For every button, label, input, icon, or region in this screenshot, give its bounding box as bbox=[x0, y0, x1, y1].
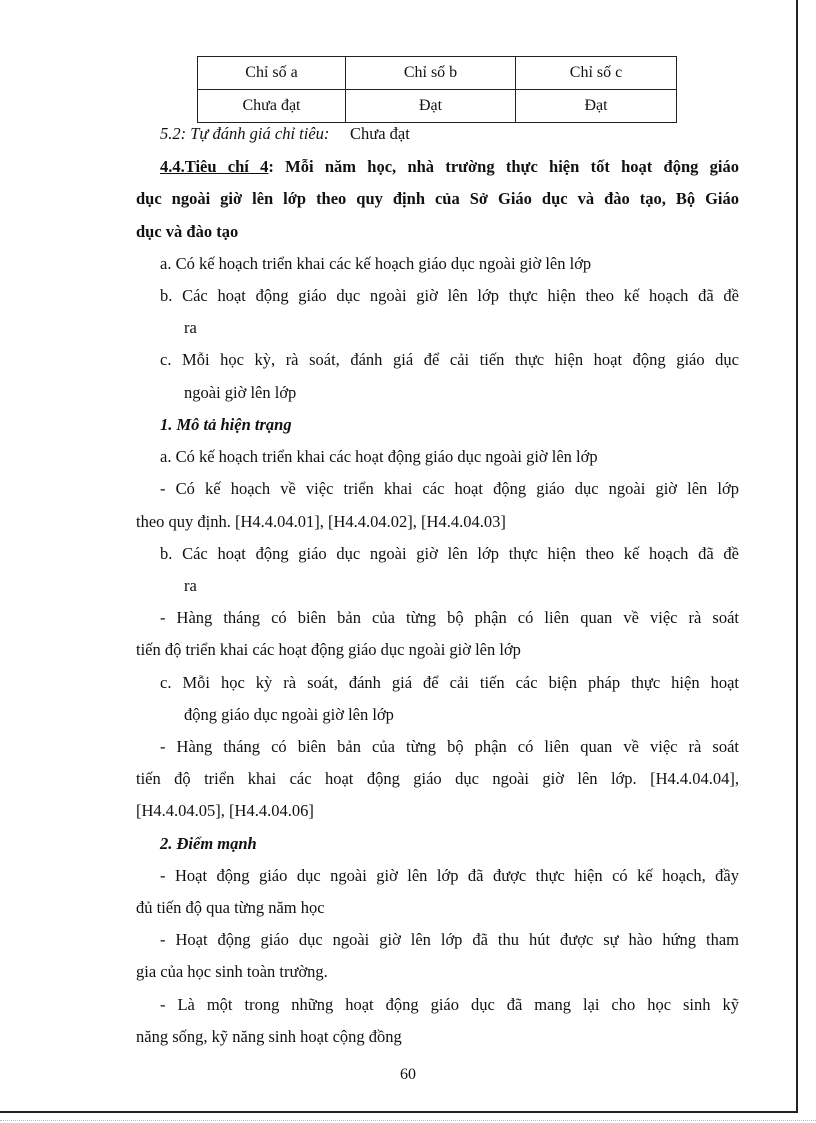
section1-item-b-line2: ra bbox=[184, 576, 197, 595]
criterion-heading bbox=[160, 157, 739, 177]
table-row bbox=[198, 90, 677, 123]
section2-p2-line2: gia của học sinh toàn trường. bbox=[136, 962, 328, 981]
criterion-text-line3: dục và đào tạo bbox=[136, 222, 239, 241]
section1-b-desc-line1: - Hàng tháng có biên bản của từng bộ phận có liên quan về việc rà soát bbox=[160, 608, 739, 627]
section1-item-b-line1: b. Các hoạt động giáo dục ngoài giờ lên lớp thực hiện theo kế hoạch đã đề bbox=[160, 544, 739, 563]
section1-c-desc-line3: [H4.4.04.05], [H4.4.04.06] bbox=[136, 801, 314, 820]
section1-a-desc-line1: - Có kế hoạch về việc triển khai các hoạt động giáo dục ngoài giờ lên lớp bbox=[160, 479, 739, 498]
criteria-score-table bbox=[197, 56, 677, 123]
section2-p3-line2: năng sống, kỹ năng sinh hoạt cộng đồng bbox=[136, 1027, 402, 1046]
criterion-text-line1: : Mỗi năm học, nhà trường thực hiện tốt hoạt động giáo bbox=[268, 157, 739, 176]
section1-c-desc-line1: - Hàng tháng có biên bản của từng bộ phận có liên quan về việc rà soát bbox=[160, 737, 739, 756]
self-assessment-value: Chưa đạt bbox=[350, 124, 410, 143]
table-cell: Đạt bbox=[516, 90, 677, 123]
section2-p2-line1: - Hoạt động giáo dục ngoài giờ lên lớp đã thu hút được sự hào hứng tham bbox=[160, 930, 739, 949]
item-b-line1: b. Các hoạt động giáo dục ngoài giờ lên lớp thực hiện theo kế hoạch đã đề bbox=[160, 286, 739, 305]
section1-item-a: a. Có kế hoạch triển khai các hoạt động giáo dục ngoài giờ lên lớp bbox=[160, 447, 598, 466]
section2-p3-line1: - Là một trong những hoạt động giáo dục đã mang lại cho học sinh kỹ bbox=[160, 995, 739, 1014]
item-b-line2: ra bbox=[184, 318, 197, 337]
table-header-cell: Chỉ số b bbox=[346, 57, 516, 90]
section2-heading: 2. Điểm mạnh bbox=[160, 834, 257, 853]
item-a: a. Có kế hoạch triển khai các kế hoạch giáo dục ngoài giờ lên lớp bbox=[160, 254, 592, 273]
self-assessment bbox=[160, 124, 410, 144]
item-c-line1: c. Mỗi học kỳ, rà soát, đánh giá để cải tiến thực hiện hoạt động giáo dục bbox=[160, 350, 739, 369]
table-cell: Đạt bbox=[346, 90, 516, 123]
self-assessment-label: 5.2: Tự đánh giá chỉ tiêu: bbox=[160, 124, 330, 143]
table-cell: Chưa đạt bbox=[198, 90, 346, 123]
section2-p1-line2: đủ tiến độ qua từng năm học bbox=[136, 898, 325, 917]
section1-b-desc-line2: tiến độ triển khai các hoạt động giáo dục ngoài giờ lên lớp bbox=[136, 640, 521, 659]
table-header-cell: Chỉ số a bbox=[198, 57, 346, 90]
section1-item-c-line1: c. Mỗi học kỳ rà soát, đánh giá để cải tiến các biện pháp thực hiện hoạt bbox=[160, 673, 739, 692]
page-separator bbox=[0, 1120, 816, 1121]
criterion-label: 4.4.Tiêu chí 4 bbox=[160, 157, 269, 176]
section1-item-c-line2: động giáo dục ngoài giờ lên lớp bbox=[184, 705, 394, 724]
page-number: 60 bbox=[400, 1066, 416, 1083]
section1-a-desc-line2: theo quy định. [H4.4.04.01], [H4.4.04.02], [H4.4.04.03] bbox=[136, 512, 506, 531]
section1-c-desc-line2: tiến độ triển khai các hoạt động giáo dục ngoài giờ lên lớp. [H4.4.04.04], bbox=[136, 769, 739, 788]
table-row bbox=[198, 57, 677, 90]
section2-p1-line1: - Hoạt động giáo dục ngoài giờ lên lớp đã được thực hiện có kế hoạch, đầy bbox=[160, 866, 739, 885]
table-header-cell: Chỉ số c bbox=[516, 57, 677, 90]
section1-heading: 1. Mô tả hiện trạng bbox=[160, 415, 292, 434]
item-c-line2: ngoài giờ lên lớp bbox=[184, 383, 297, 402]
criterion-text-line2: dục ngoài giờ lên lớp theo quy định của Sở Giáo dục và đào tạo, Bộ Giáo bbox=[136, 189, 739, 208]
